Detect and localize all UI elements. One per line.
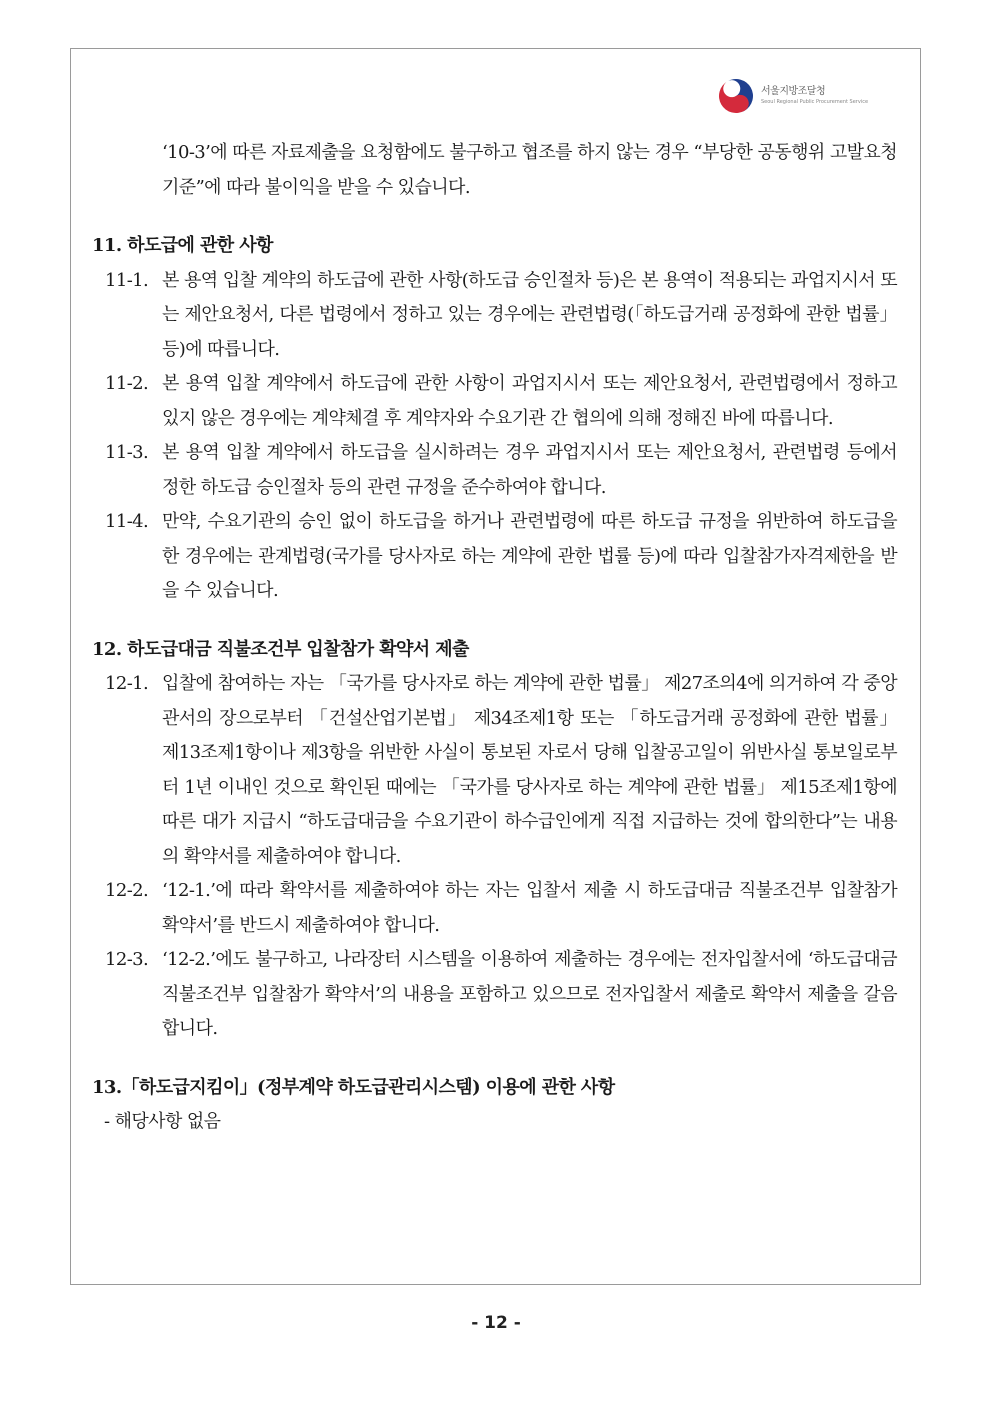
item-number: 12-3. <box>105 949 149 970</box>
document-body <box>92 136 897 1140</box>
item-text: 본 용역 입찰 계약에서 하도급을 실시하려는 경우 과업지시서 또는 제안요청서, 관련법령 등에서 정한 하도급 승인절차 등의 관련 규정을 준수하여야 합니다. <box>162 442 897 498</box>
logo-org-name-en: Seoul Regional Public Procurement Service <box>761 99 869 105</box>
section-11-heading: 11. 하도급에 관한 사항 <box>92 235 273 256</box>
org-logo <box>717 74 897 118</box>
logo-org-name: 서울지방조달청 <box>761 86 826 97</box>
item-text: 입찰에 참여하는 자는 「국가를 당사자로 하는 계약에 관한 법률」 제27조의4에 의거하여 각 중앙관서의 장으로부터 「건설산업기본법」 제34조제1항 또는 「하도급거래 공정화에 관한 법률」 제13조제1항이나 제3항을 위반한 사실이 통보된 자로서 당해 입찰공고일이 위반사실 통보일로부터 1년 이내인 것으로 확인된 때에는 「국가를 당사자로 하는 계약에 관한 법률」 제15조제1항에 따른 대가 지급시 “하도급대금을 수요기관이 하수급인에게 직접 지급하는 것에 합의한다”는 내용의 확약서를 제출하여야 합니다. <box>162 673 897 867</box>
item-number: 11-1. <box>105 269 149 291</box>
item-text: 본 용역 입찰 계약에서 하도급에 관한 사항이 과업지시서 또는 제안요청서, 관련법령에서 정하고 있지 않은 경우에는 계약체결 후 계약자와 수요기관 간 협의에 의해 정해진 바에 따릅니다. <box>162 373 897 429</box>
item-text: ‘12-1.’에 따라 확약서를 제출하여야 하는 자는 입찰서 제출 시 하도급대금 직불조건부 입찰참가 확약서’를 반드시 제출하여야 합니다. <box>162 880 897 936</box>
section-13-heading: 13.「하도급지킴이」(정부계약 하도급관리시스템) 이용에 관한 사항 <box>92 1076 615 1098</box>
page-number: - 12 - <box>471 1313 521 1333</box>
item-11-2 <box>92 367 897 436</box>
section-12-heading: 12. 하도급대금 직불조건부 입찰참가 확약서 제출 <box>92 638 469 660</box>
item-12-1 <box>92 667 897 874</box>
item-number: 11-2. <box>105 373 149 394</box>
intro-paragraph: ‘10-3’에 따른 자료제출을 요청함에도 불구하고 협조를 하지 않는 경우 “부당한 공동행위 고발요청 기준”에 따라 불이익을 받을 수 있습니다. <box>162 142 897 198</box>
item-11-4 <box>92 505 897 609</box>
item-11-3 <box>92 436 897 505</box>
item-number: 11-4. <box>105 511 149 532</box>
item-number: 12-1. <box>105 673 149 694</box>
item-number: 11-3. <box>105 442 149 463</box>
item-text: ‘12-2.’에도 불구하고, 나라장터 시스템을 이용하여 제출하는 경우에는 전자입찰서에 ‘하도급대금 직불조건부 입찰참가 확약서’의 내용을 포함하고 있으므로 전자입찰서 제출로 확약서 제출을 갈음합니다. <box>162 949 897 1039</box>
item-text: 본 용역 입찰 계약의 하도급에 관한 사항(하도급 승인절차 등)은 본 용역이 적용되는 과업지시서 또는 제안요청서, 다른 법령에서 정하고 있는 경우에는 관련법령(「하도급거래 공정화에 관한 법률」 등)에 따릅니다. <box>162 269 897 360</box>
item-12-3 <box>92 943 897 1047</box>
item-12-2 <box>92 874 897 943</box>
taegeuk-logo-icon <box>717 77 755 115</box>
section-13-bullet: - 해당사항 없음 <box>104 1111 221 1132</box>
item-number: 12-2. <box>105 880 149 901</box>
item-text: 만약, 수요기관의 승인 없이 하도급을 하거나 관련법령에 따른 하도급 규정을 위반하여 하도급을 한 경우에는 관계법령(국가를 당사자로 하는 계약에 관한 법률 등)에 따라 입찰참가자격제한을 받을 수 있습니다. <box>162 511 897 601</box>
item-11-1 <box>92 264 897 368</box>
